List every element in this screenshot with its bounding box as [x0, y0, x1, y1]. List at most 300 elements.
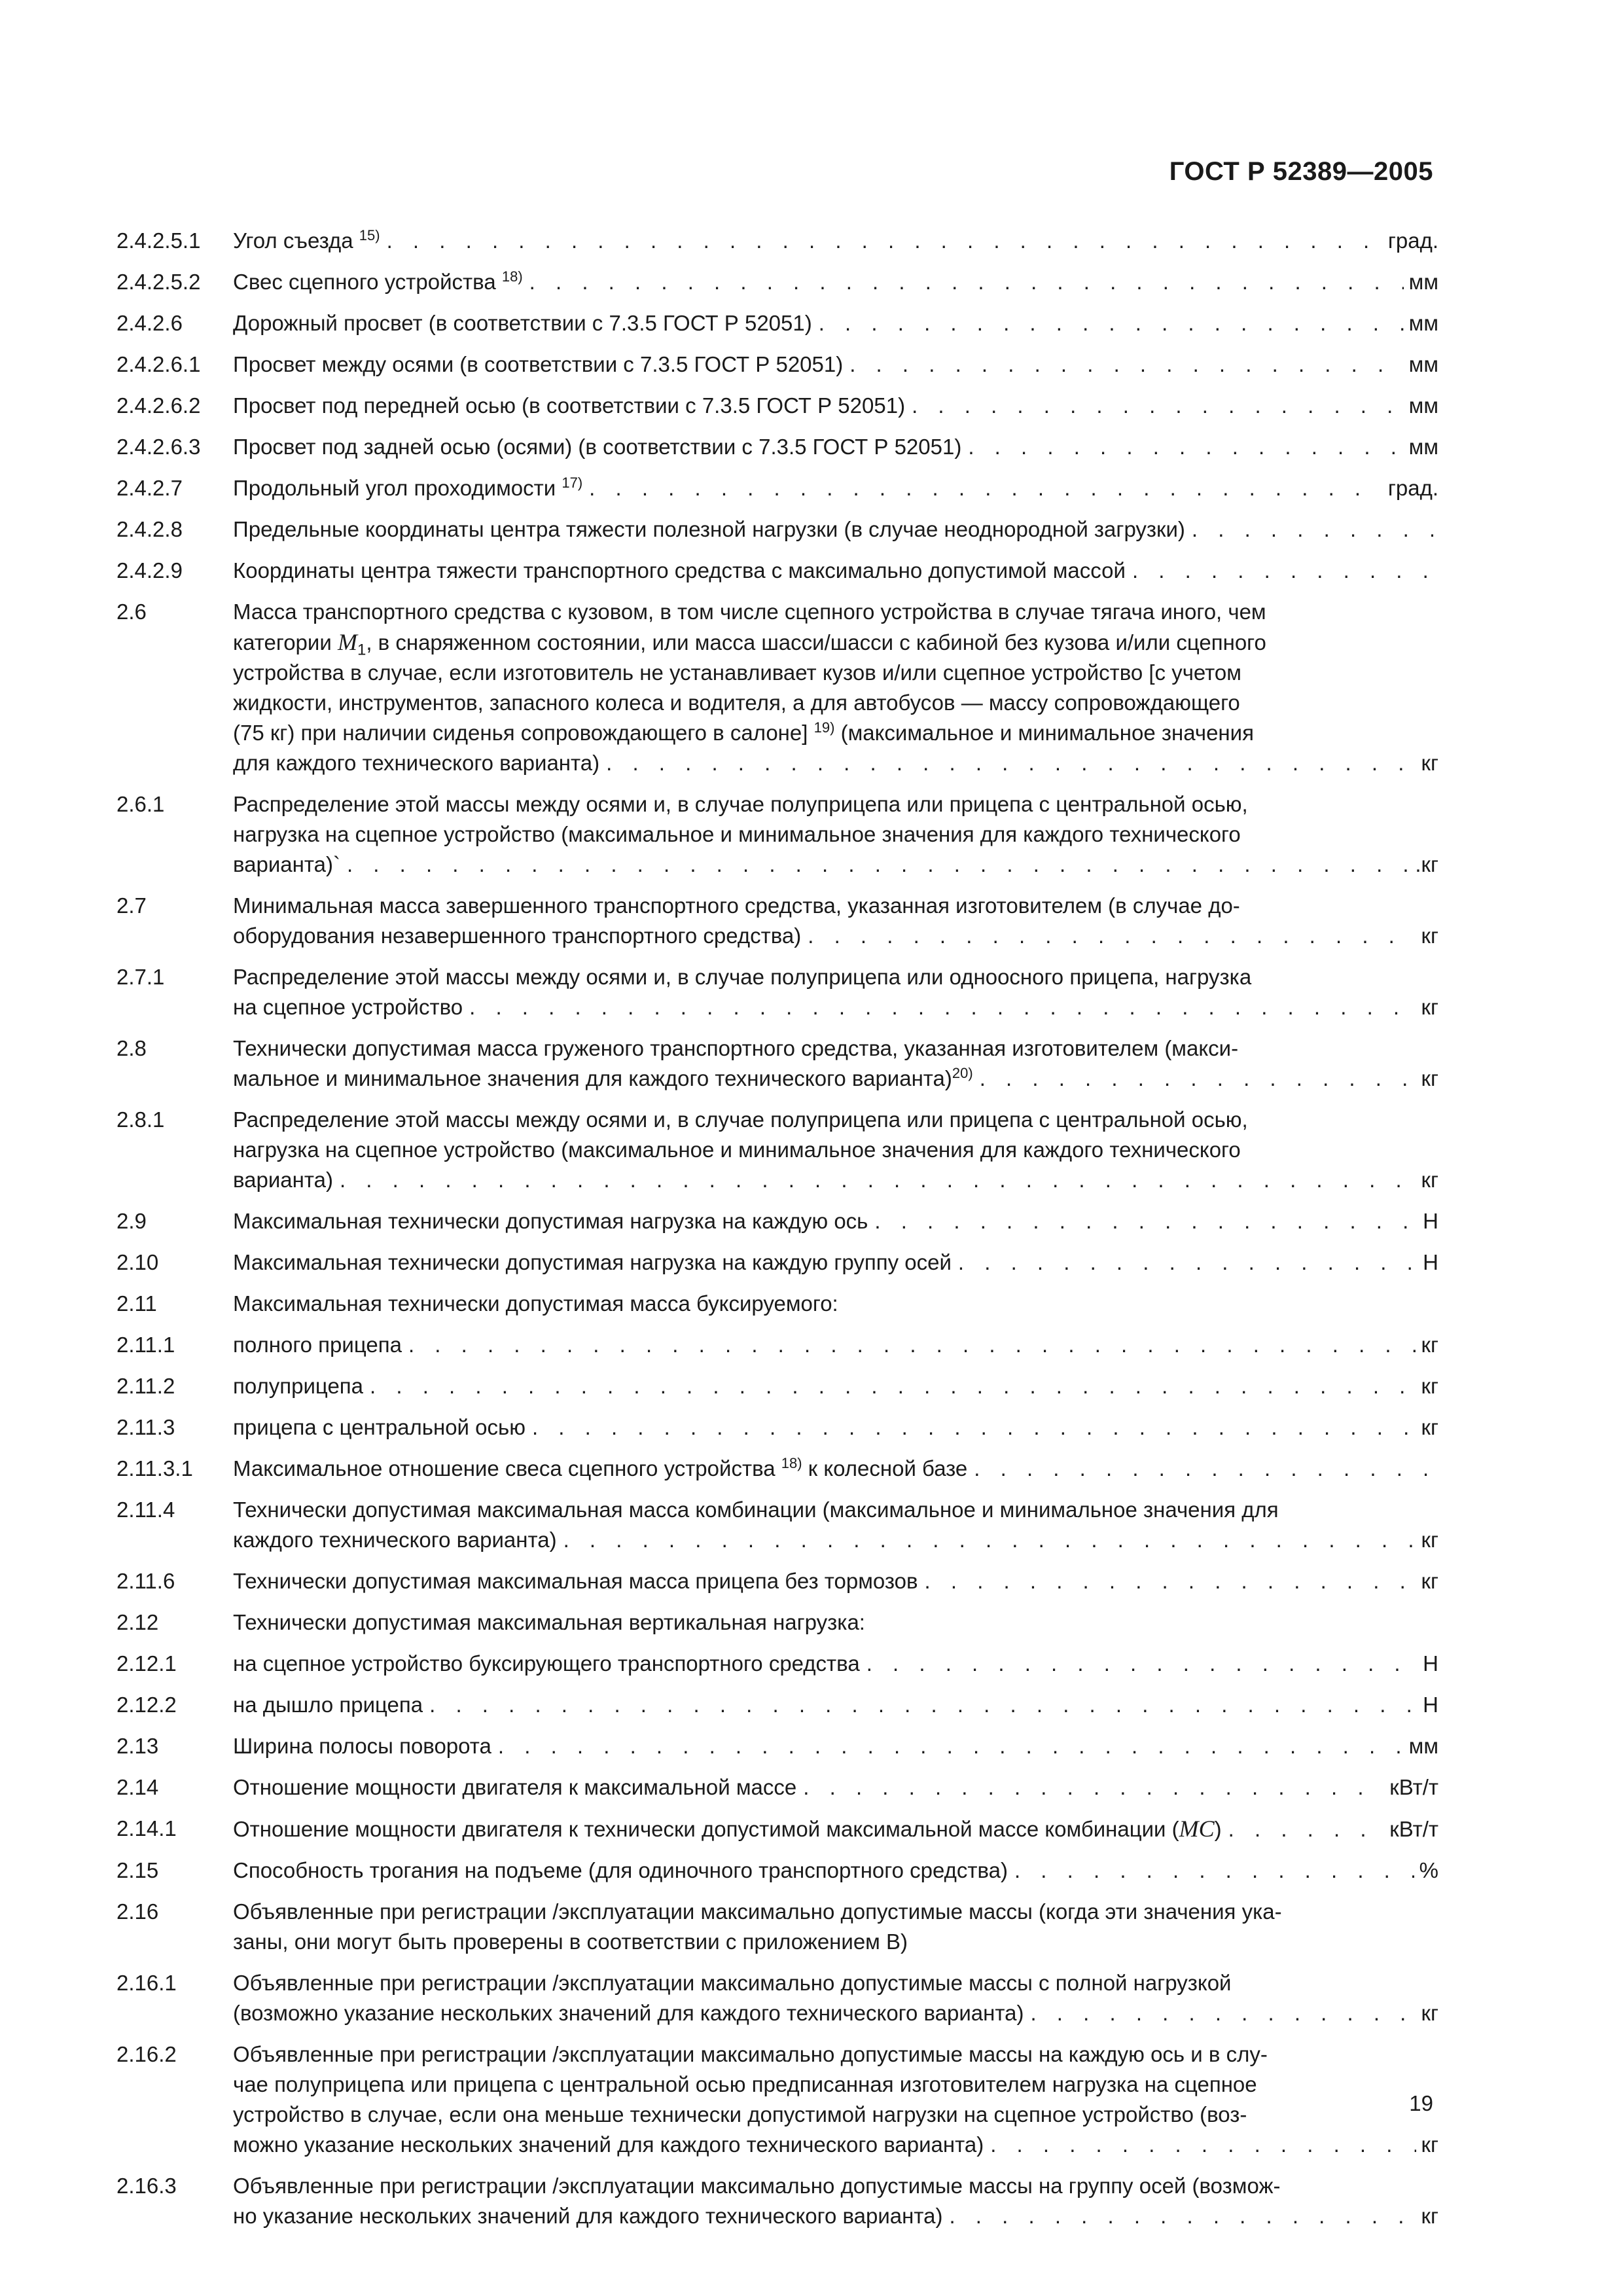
item-text: [233, 1064, 973, 1094]
item-body: [233, 1289, 1438, 1319]
item-text-end: на сцепное устройство: [233, 995, 463, 1019]
unit-label: кг: [1421, 1415, 1438, 1439]
item-text-main: Способность трогания на подъеме (для одиночного транспортного средства): [233, 1858, 1008, 1882]
dot-leader: [347, 850, 1410, 880]
item-line-tail: (максимальное и минимальное значения: [834, 721, 1254, 745]
spec-item: [116, 1607, 1438, 1638]
item-body: [233, 1105, 1438, 1195]
leader-line: [233, 1566, 1438, 1596]
item-body: [233, 1454, 1438, 1484]
item-text: [233, 556, 1126, 586]
item-text: [233, 1165, 333, 1195]
item-line: Минимальная масса завершенного транспортного средства, указанная изготовителем (в случае до-: [233, 893, 1240, 918]
item-body: [233, 1371, 1438, 1401]
item-text-end: мальное и минимальное значения для каждого технического варианта): [233, 1066, 952, 1090]
item-line: чае полуприцепа или прицепа с центральной осью предписанная изготовителем нагрузка на сцепное: [233, 2072, 1257, 2096]
item-text: [233, 1856, 1008, 1886]
item-text: [233, 1371, 363, 1401]
item-text: [233, 350, 843, 380]
item-body: [233, 597, 1438, 778]
footnote-ref: 20): [952, 1065, 973, 1081]
item-text-main: полуприцепа: [233, 1374, 364, 1398]
unit-label: мм: [1408, 393, 1438, 418]
leader-line: [233, 556, 1438, 586]
item-text: [233, 1330, 402, 1360]
spec-item: [116, 473, 1438, 503]
leader-line: [233, 267, 1438, 297]
item-number: 2.4.2.6.2: [116, 393, 201, 418]
item-text: Максимальная технически допустимая масса буксируемого:: [233, 1291, 838, 1316]
spec-item: [116, 1105, 1438, 1195]
spec-list: [116, 226, 1438, 2242]
leader-line: [233, 1371, 1438, 1401]
spec-item: [116, 1897, 1438, 1957]
dot-leader: [958, 1247, 1418, 1278]
item-text-main: Максимальная технически допустимая нагрузка на каждую группу осей: [233, 1250, 952, 1274]
unit-label: кг: [1421, 1066, 1438, 1090]
dot-leader: [589, 473, 1383, 503]
spec-item: [116, 1206, 1438, 1236]
item-text: [233, 748, 599, 778]
spec-item: [116, 1772, 1438, 1803]
unit-label: кг: [1421, 751, 1438, 775]
item-body: [233, 432, 1438, 462]
item-text: [233, 850, 340, 880]
item-text-main: на сцепное устройство буксирующего транспортного средства: [233, 1651, 860, 1676]
item-line: Технически допустимая максимальная масса комбинации (максимальное и минимальное значения для: [233, 1498, 1279, 1522]
item-body: [233, 789, 1438, 880]
item-body: [233, 1607, 1438, 1638]
item-line: (75 кг) при наличии сиденья сопровождающего в салоне] $^{19)}$ (максимальное и минимальное значения: [233, 719, 1254, 745]
category-rest: , в снаряженном состоянии, или масса шасси/шасси с кабиной без кузова и/или сцепного: [366, 630, 1266, 655]
item-body: [233, 1968, 1438, 2028]
dot-leader: [498, 1731, 1404, 1761]
item-body: [233, 2171, 1438, 2231]
leader-line: [233, 1330, 1438, 1360]
item-line: Объявленные при регистрации /эксплуатации максимально допустимые массы (когда эти значения ука-: [233, 1899, 1282, 1924]
item-line: жидкости, инструментов, запасного колеса и водителя, а для автобусов — массу сопровождающего: [233, 691, 1240, 715]
item-number: 2.8.1: [116, 1107, 165, 1132]
dot-leader: [1014, 1856, 1414, 1886]
unit-label: %: [1419, 1858, 1438, 1882]
item-number: 2.11: [116, 1291, 157, 1316]
spec-item: [116, 1033, 1438, 1094]
spec-item: [116, 1649, 1438, 1679]
spec-item: [116, 1289, 1438, 1319]
item-body: [233, 1731, 1438, 1761]
item-body: [233, 514, 1438, 545]
item-number: 2.4.2.9: [116, 558, 183, 583]
item-text-end: варианта)`: [233, 852, 340, 876]
dot-leader: [990, 2130, 1416, 2160]
dot-leader: [469, 992, 1416, 1022]
spec-item: [116, 1856, 1438, 1886]
item-body: [233, 1772, 1438, 1803]
spec-item: [116, 1814, 1438, 1844]
dot-leader: [866, 1649, 1418, 1679]
spec-item: [116, 1371, 1438, 1401]
leader-line: [233, 1649, 1438, 1679]
item-line: устройство в случае, если она меньше технически допустимой нагрузки на сцепное устройство (воз-: [233, 2102, 1247, 2126]
item-number: 2.16.3: [116, 2174, 177, 2198]
leader-line: [233, 432, 1438, 462]
item-number: 2.11.6: [116, 1569, 175, 1593]
footnote-ref: 19): [813, 719, 835, 736]
item-body: [233, 473, 1438, 503]
item-number: 2.10: [116, 1250, 159, 1274]
spec-item: [116, 2039, 1438, 2160]
category-label: категории: [233, 630, 332, 655]
item-text: [233, 1525, 557, 1555]
item-text-main: Просвет под задней осью (осями) (в соответствии с 7.3.5 ГОСТ Р 52051): [233, 435, 962, 459]
category-subscript: 1: [357, 641, 366, 659]
item-text: [233, 391, 905, 421]
item-number: 2.7: [116, 893, 147, 918]
leader-line: [233, 1412, 1438, 1443]
item-text-end: можно указание нескольких значений для каждого технического варианта): [233, 2132, 984, 2157]
unit-label: кг: [1421, 1168, 1438, 1192]
item-text-main: Координаты центра тяжести транспортного средства с максимально допустимой массой: [233, 558, 1126, 583]
leader-line: [233, 850, 1438, 880]
unit-label: кг: [1421, 2001, 1438, 2025]
item-line: [233, 627, 1438, 658]
item-body: [233, 1412, 1438, 1443]
item-body: [233, 2039, 1438, 2160]
item-text: [233, 1998, 1024, 2028]
item-body: [233, 1649, 1438, 1679]
item-line: Объявленные при регистрации /эксплуатации максимально допустимые массы на группу осей (возмож-: [233, 2174, 1281, 2198]
item-line: Технически допустимая масса груженого транспортного средства, указанная изготовителем (макси-: [233, 1036, 1239, 1060]
leader-line: [233, 1525, 1438, 1555]
item-number: 2.4.2.6.3: [116, 435, 201, 459]
item-text-main: Свес сцепного устройства: [233, 270, 496, 294]
leader-line: [233, 1731, 1438, 1761]
dot-leader: [1228, 1814, 1385, 1844]
item-number: 2.12.2: [116, 1693, 177, 1717]
item-number: 2.4.2.5.2: [116, 270, 201, 294]
leader-line: [233, 226, 1438, 256]
item-text-end: каждого технического варианта): [233, 1528, 557, 1552]
item-line: Распределение этой массы между осями и, в случае полуприцепа или одноосного прицепа, нагрузка: [233, 965, 1252, 989]
item-text: [233, 1690, 423, 1720]
unit-label: кг: [1421, 2204, 1438, 2228]
spec-item: [116, 597, 1438, 778]
item-text-after: к колесной базе: [802, 1456, 968, 1480]
dot-leader: [980, 1064, 1416, 1094]
item-line: заны, они могут быть проверены в соответствии с приложением В): [233, 1929, 908, 1954]
unit-label: кг: [1421, 1569, 1438, 1593]
item-text-main: Просвет под передней осью (в соответствии с 7.3.5 ГОСТ Р 52051): [233, 393, 906, 418]
item-number: 2.15: [116, 1858, 159, 1882]
leader-line: [233, 1165, 1438, 1195]
unit-label: кВт/т: [1389, 1817, 1438, 1841]
item-text-end: для каждого технического варианта): [233, 751, 600, 775]
item-body: [233, 1814, 1438, 1844]
unit-label: мм: [1408, 270, 1438, 294]
spec-item: [116, 1454, 1438, 1484]
leader-line: [233, 1772, 1438, 1803]
item-body: [233, 1330, 1438, 1360]
item-text: [233, 1772, 796, 1803]
spec-item: [116, 1566, 1438, 1596]
item-text-end: оборудования незавершенного транспортного средства): [233, 924, 802, 948]
item-number: 2.14: [116, 1775, 159, 1799]
unit-label: кг: [1421, 2132, 1438, 2157]
category-symbol: M: [337, 629, 357, 655]
item-body: [233, 891, 1438, 951]
item-text: [233, 1412, 526, 1443]
leader-line: [233, 514, 1438, 545]
spec-item: [116, 789, 1438, 880]
item-number: 2.6: [116, 600, 147, 624]
item-number: 2.11.4: [116, 1498, 175, 1522]
item-text: [233, 514, 1185, 545]
item-number: 2.11.1: [116, 1333, 175, 1357]
unit-label: кг: [1421, 924, 1438, 948]
leader-line: [233, 2201, 1438, 2231]
item-body: [233, 962, 1438, 1022]
item-text-main: Технически допустимая максимальная масса прицепа без тормозов: [233, 1569, 918, 1593]
unit-label: Н: [1423, 1250, 1438, 1274]
leader-line: [233, 1454, 1438, 1484]
spec-item: [116, 514, 1438, 545]
item-line: нагрузка на сцепное устройство (максимальное и минимальное значения для каждого технического: [233, 822, 1241, 846]
unit-label: кВт/т: [1389, 1775, 1438, 1799]
item-text-main: прицепа с центральной осью: [233, 1415, 526, 1439]
dot-leader: [968, 432, 1403, 462]
item-line: Распределение этой массы между осями и, в случае полуприцепа или прицепа с центральной осью,: [233, 1107, 1248, 1132]
leader-line: [233, 992, 1438, 1022]
leader-line: [233, 1856, 1438, 1886]
item-text: [233, 432, 961, 462]
spec-item: [116, 1412, 1438, 1443]
leader-line: [233, 1998, 1438, 2028]
footnote-ref: 18): [781, 1455, 802, 1471]
item-number: 2.6.1: [116, 792, 165, 816]
leader-line: [233, 2130, 1438, 2160]
document-header: ГОСТ Р 52389—2005: [1169, 157, 1433, 186]
unit-label: кг: [1421, 1333, 1438, 1357]
spec-item: [116, 1968, 1438, 2028]
spec-item: [116, 962, 1438, 1022]
item-text-main: Предельные координаты центра тяжести полезной нагрузки (в случае неоднородной загрузки): [233, 517, 1185, 541]
item-line: устройства в случае, если изготовитель не устанавливает кузов и/или сцепное устройство [с учетом: [233, 660, 1241, 685]
leader-line: [233, 748, 1438, 778]
item-text-main: Максимальная технически допустимая нагрузка на каждую ось: [233, 1209, 868, 1233]
footnote-ref: 18): [501, 268, 523, 285]
dot-leader: [925, 1566, 1416, 1596]
leader-line: [233, 350, 1438, 380]
item-number: 2.13: [116, 1734, 159, 1758]
spec-item: [116, 556, 1438, 586]
item-number: 2.11.3.1: [116, 1456, 193, 1480]
unit-label: мм: [1408, 352, 1438, 376]
dot-leader: [340, 1165, 1416, 1195]
dot-leader: [408, 1330, 1416, 1360]
item-number: 2.12: [116, 1610, 159, 1634]
unit-label: .кг: [1415, 852, 1438, 876]
item-text: [233, 1814, 1222, 1844]
leader-line: [233, 1206, 1438, 1236]
item-number: 2.11.3: [116, 1415, 175, 1439]
item-text-main: Дорожный просвет (в соответствии с 7.3.5 ГОСТ Р 52051): [233, 311, 812, 335]
item-text-end: но указание нескольких значений для каждого технического варианта): [233, 2204, 943, 2228]
item-number: 2.4.2.5.1: [116, 228, 201, 253]
item-body: [233, 556, 1438, 586]
item-number: 2.7.1: [116, 965, 165, 989]
item-text: [233, 1247, 952, 1278]
item-text-main: на дышло прицепа: [233, 1693, 423, 1717]
item-text-end: (возможно указание нескольких значений для каждого технического варианта): [233, 2001, 1024, 2025]
unit-label: мм: [1408, 435, 1438, 459]
leader-line: [233, 1814, 1438, 1844]
unit-label: град.: [1387, 228, 1438, 253]
unit-label: кг: [1421, 1528, 1438, 1552]
leader-line: [233, 1690, 1438, 1720]
leader-line: [233, 391, 1438, 421]
unit-label: мм: [1408, 1734, 1438, 1758]
dot-leader: [532, 1412, 1416, 1443]
page-number: 19: [1409, 2091, 1433, 2115]
item-number: 2.4.2.7: [116, 476, 183, 500]
item-body: [233, 1566, 1438, 1596]
dot-leader: [1192, 514, 1433, 545]
spec-item: [116, 2171, 1438, 2231]
item-text-main: полного прицепа: [233, 1333, 402, 1357]
item-number: 2.16.2: [116, 2042, 177, 2066]
item-text-main: Угол съезда: [233, 228, 353, 253]
unit-label: град.: [1387, 476, 1438, 500]
item-text: [233, 226, 380, 256]
leader-line: [233, 308, 1438, 338]
item-text: [233, 921, 801, 951]
dot-leader: [606, 748, 1416, 778]
item-text: [233, 1454, 967, 1484]
item-body: [233, 308, 1438, 338]
item-body: [233, 1690, 1438, 1720]
item-text: [233, 2201, 942, 2231]
unit-label: Н: [1423, 1651, 1438, 1676]
formula-symbol: MC: [1179, 1816, 1215, 1842]
item-body: [233, 350, 1438, 380]
item-text: [233, 1649, 860, 1679]
item-text-main: Отношение мощности двигателя к технически допустимой максимальной массе комбинации (: [233, 1817, 1179, 1841]
dot-leader: [949, 2201, 1416, 2231]
item-line: Масса транспортного средства с кузовом, в том числе сцепного устройства в случае тягача иного, чем: [233, 600, 1266, 624]
item-text: [233, 2130, 984, 2160]
leader-line: [233, 1247, 1438, 1278]
item-body: [233, 1206, 1438, 1236]
dot-leader: [387, 226, 1383, 256]
item-text-main: Отношение мощности двигателя к максимальной массе: [233, 1775, 797, 1799]
item-text: [233, 473, 582, 503]
item-text-main: Максимальное отношение свеса сцепного устройства: [233, 1456, 776, 1480]
item-number: 2.8: [116, 1036, 147, 1060]
spec-item: [116, 891, 1438, 951]
item-number: 2.4.2.6.1: [116, 352, 201, 376]
spec-item: [116, 226, 1438, 256]
spec-item: [116, 1247, 1438, 1278]
unit-label: кг: [1421, 995, 1438, 1019]
spec-item: [116, 1330, 1438, 1360]
unit-label: Н: [1423, 1693, 1438, 1717]
spec-item: [116, 391, 1438, 421]
spec-item: [116, 432, 1438, 462]
item-number: 2.4.2.8: [116, 517, 183, 541]
item-body: [233, 1247, 1438, 1278]
dot-leader: [849, 350, 1403, 380]
dot-leader: [529, 267, 1404, 297]
item-number: 2.9: [116, 1209, 147, 1233]
dot-leader: [563, 1525, 1416, 1555]
item-text: [233, 992, 463, 1022]
item-text-main: Ширина полосы поворота: [233, 1734, 491, 1758]
item-text: [233, 267, 523, 297]
item-text-after: ): [1214, 1817, 1222, 1841]
spec-item: [116, 350, 1438, 380]
item-body: [233, 1897, 1438, 1957]
item-number: 2.16: [116, 1899, 159, 1924]
leader-line: [233, 473, 1438, 503]
item-line: Распределение этой массы между осями и, в случае полуприцепа или прицепа с центральной осью,: [233, 792, 1248, 816]
item-text: [233, 308, 812, 338]
dot-leader: [974, 1454, 1433, 1484]
item-body: [233, 391, 1438, 421]
dot-leader: [803, 1772, 1384, 1803]
item-body: [233, 1033, 1438, 1094]
leader-line: [233, 1064, 1438, 1094]
item-body: [233, 1856, 1438, 1886]
item-body: [233, 267, 1438, 297]
spec-item: [116, 1690, 1438, 1720]
unit-label: мм: [1408, 311, 1438, 335]
item-text-main: Просвет между осями (в соответствии с 7.3.5 ГОСТ Р 52051): [233, 352, 844, 376]
unit-label: кг: [1421, 1374, 1438, 1398]
spec-item: [116, 1495, 1438, 1555]
spec-item: [116, 267, 1438, 297]
item-text: Технически допустимая максимальная вертикальная нагрузка:: [233, 1610, 865, 1634]
leader-line: [233, 921, 1438, 951]
item-number: 2.4.2.6: [116, 311, 183, 335]
dot-leader: [819, 308, 1404, 338]
item-text: [233, 1206, 868, 1236]
item-line: Объявленные при регистрации /эксплуатации максимально допустимые массы на каждую ось и в слу-: [233, 2042, 1268, 2066]
item-number: 2.16.1: [116, 1971, 177, 1995]
item-text: [233, 1566, 918, 1596]
item-text-main: Продольный угол проходимости: [233, 476, 556, 500]
item-text: [233, 1731, 491, 1761]
dot-leader: [912, 391, 1404, 421]
item-body: [233, 1495, 1438, 1555]
spec-item: [116, 1731, 1438, 1761]
item-number: 2.11.2: [116, 1374, 175, 1398]
item-number: 2.12.1: [116, 1651, 177, 1676]
footnote-ref: 15): [359, 227, 380, 243]
dot-leader: [370, 1371, 1416, 1401]
spec-item: [116, 308, 1438, 338]
footnote-ref: 17): [562, 475, 583, 491]
dot-leader: [808, 921, 1416, 951]
item-line: Объявленные при регистрации /эксплуатации максимально допустимые массы с полной нагрузкой: [233, 1971, 1232, 1995]
unit-label: Н: [1423, 1209, 1438, 1233]
dot-leader: [1030, 1998, 1416, 2028]
item-line: нагрузка на сцепное устройство (максимальное и минимальное значения для каждого технического: [233, 1138, 1241, 1162]
dot-leader: [429, 1690, 1418, 1720]
item-body: [233, 226, 1438, 256]
item-text-end: варианта): [233, 1168, 333, 1192]
dot-leader: [1132, 556, 1433, 586]
item-number: 2.14.1: [116, 1816, 177, 1840]
